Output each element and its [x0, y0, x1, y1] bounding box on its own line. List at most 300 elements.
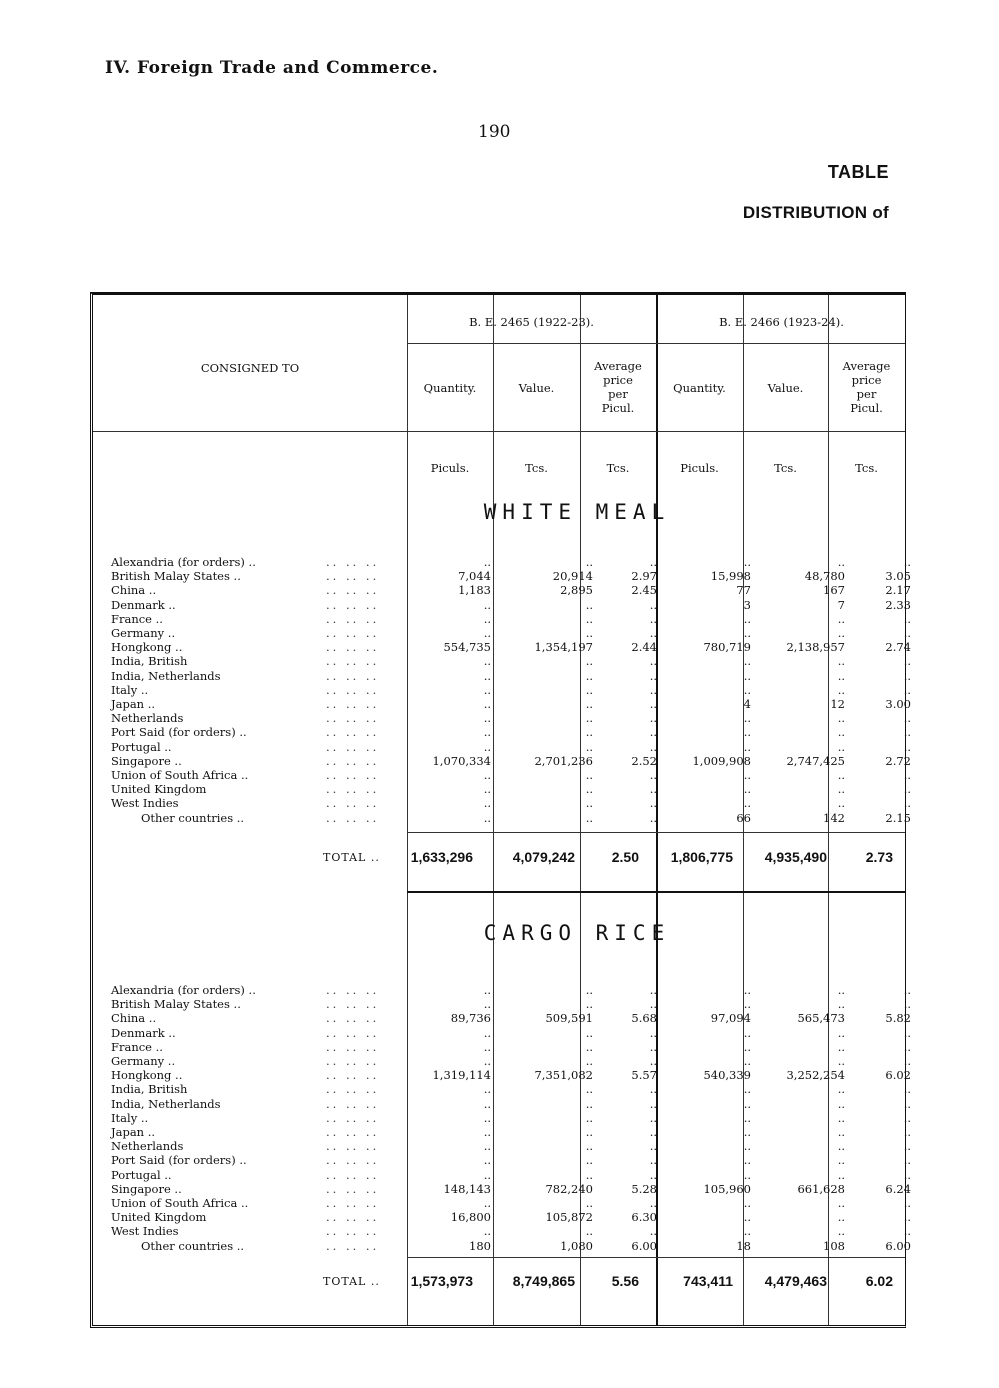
leader-dots: .. .. .. [326, 654, 380, 669]
value-cell: .. [585, 711, 593, 726]
value-cell: .. [903, 1167, 911, 1182]
value-cell: .. [483, 1025, 491, 1040]
table-row [111, 725, 911, 740]
value-cell: .. [585, 668, 593, 683]
value-cell: .. [649, 782, 657, 797]
value-cell: 148,143 [443, 1181, 491, 1196]
value-cell: .. [837, 1025, 845, 1040]
value-cell: .. [483, 597, 491, 612]
table-row [111, 753, 911, 768]
distribution-title: DISTRIBUTION of [742, 203, 889, 222]
unit-label: Tcs. [525, 461, 548, 475]
country-cell: British Malay States .. [111, 569, 241, 584]
value-cell: 2.15 [885, 810, 911, 825]
value-cell: .. [483, 983, 491, 997]
value-cell: .. [585, 611, 593, 626]
section-title-white-meal: WHITE MEAL [483, 500, 671, 524]
table-row [111, 583, 911, 598]
country-cell: Other countries .. [141, 1238, 245, 1253]
running-head: IV. Foreign Trade and Commerce. [105, 58, 439, 78]
value-cell: .. [585, 626, 593, 640]
table-row [111, 682, 911, 697]
total-cell: 743,411 [683, 1273, 733, 1289]
value-cell: 5.57 [631, 1068, 657, 1083]
rule-h [93, 431, 905, 432]
country-cell: United Kingdom [111, 1210, 207, 1225]
country-cell: Denmark .. [111, 1025, 176, 1040]
value-cell: .. [837, 668, 845, 683]
table-row [111, 626, 911, 640]
avg-price-line: per [608, 387, 628, 401]
value-cell: .. [585, 983, 593, 997]
value-cell: .. [585, 1096, 593, 1111]
table-row [111, 810, 911, 825]
value-cell: .. [743, 997, 751, 1012]
table-row [111, 1224, 911, 1239]
value-cell: .. [903, 782, 911, 797]
value-cell: 1,319,114 [432, 1068, 491, 1083]
value-cell: .. [743, 711, 751, 726]
value-cell: 782,240 [545, 1181, 593, 1196]
leader-dots: .. .. .. [326, 1054, 380, 1068]
table-row [111, 555, 911, 569]
leader-dots: .. .. .. [326, 997, 380, 1012]
leader-dots: .. .. .. [326, 1167, 380, 1182]
value-cell: .. [649, 1025, 657, 1040]
value-cell: .. [837, 626, 845, 640]
value-cell: .. [837, 1139, 845, 1154]
value-cell: 1,354,197 [534, 640, 593, 655]
avg-price-line: Average [594, 359, 642, 373]
value-cell: 7,044 [458, 569, 491, 584]
page-number: 190 [478, 122, 511, 142]
table-label: TABLE [827, 162, 889, 182]
value-cell: .. [743, 768, 751, 782]
value-cell: .. [837, 997, 845, 1012]
country-cell: Singapore .. [111, 753, 182, 768]
leader-dots: .. .. .. [326, 1238, 380, 1253]
country-cell: Alexandria (for orders) .. [111, 555, 256, 569]
value-cell: .. [743, 1110, 751, 1125]
value-cell: .. [585, 796, 593, 811]
value-cell: 3.00 [885, 697, 911, 711]
country-cell: Japan .. [111, 697, 156, 711]
country-cell: Singapore .. [111, 1181, 182, 1196]
value-cell: .. [585, 1196, 593, 1210]
total-cell: 1,633,296 [410, 849, 473, 865]
value-cell: .. [743, 654, 751, 669]
value-cell: .. [585, 1110, 593, 1125]
value-cell: .. [903, 1054, 911, 1068]
value-cell: .. [585, 555, 593, 569]
avg-price-line: Picul. [601, 401, 635, 415]
leader-dots: .. .. .. [326, 555, 380, 569]
country-cell: Union of South Africa .. [111, 1196, 249, 1210]
value-cell: 4 [743, 697, 751, 711]
value-cell: .. [585, 1025, 593, 1040]
value-cell: 540,339 [703, 1068, 751, 1083]
section-title-cargo-rice: CARGO RICE [483, 921, 671, 945]
value-cell: .. [743, 1054, 751, 1068]
value-cell: .. [649, 768, 657, 782]
value-cell: .. [649, 555, 657, 569]
value-cell: 780,719 [703, 640, 751, 655]
value-cell: .. [585, 1153, 593, 1168]
value-cell: 105,872 [545, 1210, 593, 1225]
value-cell: .. [585, 1054, 593, 1068]
leader-dots: .. .. .. [326, 1139, 380, 1154]
value-cell: .. [903, 739, 911, 754]
value-cell: .. [649, 1039, 657, 1054]
value-cell: .. [837, 1167, 845, 1182]
value-cell: 6.24 [885, 1181, 911, 1196]
value-cell: .. [837, 796, 845, 811]
value-header: Value. [767, 381, 804, 395]
leader-dots: .. .. .. [326, 682, 380, 697]
country-cell: United Kingdom [111, 782, 207, 797]
leader-dots: .. .. .. [326, 1210, 380, 1225]
table-row [111, 1139, 911, 1154]
value-cell: 7,351,082 [534, 1068, 593, 1083]
value-cell: .. [483, 668, 491, 683]
leader-dots: .. .. .. [326, 725, 380, 740]
value-cell: .. [483, 611, 491, 626]
value-cell: 20,914 [552, 569, 593, 584]
value-cell: 2.74 [885, 640, 911, 655]
value-cell: 89,736 [450, 1011, 491, 1026]
value-cell: .. [483, 1167, 491, 1182]
country-cell: France .. [111, 1039, 163, 1054]
value-cell: 1,009,908 [692, 753, 751, 768]
table-row [111, 640, 911, 655]
distribution-table [90, 292, 911, 1328]
value-cell: .. [585, 1125, 593, 1139]
table-row [111, 1210, 911, 1225]
leader-dots: .. .. .. [326, 1082, 380, 1097]
total-cell: 8,749,865 [512, 1273, 575, 1289]
leader-dots: .. .. .. [326, 1196, 380, 1210]
country-cell: India, British [111, 654, 188, 669]
value-cell: .. [649, 1153, 657, 1168]
leader-dots: .. .. .. [326, 739, 380, 754]
value-cell: .. [903, 1096, 911, 1111]
value-cell: 48,780 [804, 569, 845, 584]
value-cell: .. [743, 782, 751, 797]
table-row [111, 1110, 911, 1125]
value-cell: 2.44 [631, 640, 657, 655]
value-cell: .. [483, 1082, 491, 1097]
country-cell: Japan .. [111, 1125, 156, 1139]
leader-dots: .. .. .. [326, 640, 380, 655]
leader-dots: .. .. .. [326, 810, 380, 825]
value-cell: .. [837, 1210, 845, 1225]
value-cell: .. [649, 1224, 657, 1239]
avg-price-line: per [856, 387, 877, 401]
value-cell: .. [837, 1054, 845, 1068]
country-cell: Port Said (for orders) .. [111, 725, 247, 740]
value-cell: .. [837, 983, 845, 997]
avg-price-line: Picul. [850, 401, 883, 415]
value-cell: .. [483, 796, 491, 811]
value-cell: .. [585, 1167, 593, 1182]
value-cell: .. [743, 1039, 751, 1054]
country-cell: Germany .. [111, 626, 176, 640]
value-cell: .. [649, 997, 657, 1012]
country-cell: Portugal .. [111, 739, 172, 754]
table-row [111, 1054, 911, 1068]
value-cell: .. [483, 1039, 491, 1054]
leader-dots: .. .. .. [326, 711, 380, 726]
avg-price-header [580, 359, 656, 415]
value-cell: .. [585, 997, 593, 1012]
country-cell: India, British [111, 1082, 188, 1097]
avg-price-line: price [851, 373, 882, 387]
rule-h-section [407, 891, 905, 893]
quantity-header: Quantity. [423, 381, 477, 395]
country-cell: Union of South Africa .. [111, 768, 249, 782]
table-row [111, 997, 911, 1012]
value-cell: .. [483, 626, 491, 640]
value-cell: .. [903, 768, 911, 782]
total-cell: 4,479,463 [764, 1273, 827, 1289]
value-cell: .. [649, 1167, 657, 1182]
country-cell: Italy .. [111, 682, 149, 697]
value-cell: .. [837, 782, 845, 797]
unit-label: Tcs. [855, 461, 878, 475]
country-cell: Denmark .. [111, 597, 176, 612]
value-cell: .. [585, 697, 593, 711]
table-row [111, 1238, 911, 1253]
value-cell: .. [743, 626, 751, 640]
value-cell: .. [903, 1025, 911, 1040]
value-cell: .. [649, 1082, 657, 1097]
value-cell: .. [585, 725, 593, 740]
value-cell: .. [649, 1054, 657, 1068]
value-cell: 97,094 [710, 1011, 751, 1026]
value-cell: .. [483, 1196, 491, 1210]
value-cell: .. [483, 1096, 491, 1111]
country-cell: Other countries .. [141, 810, 245, 825]
consigned-to-header: CONSIGNED TO [200, 361, 300, 375]
value-cell: .. [903, 1039, 911, 1054]
value-cell: 1,183 [458, 583, 491, 598]
value-cell: .. [483, 725, 491, 740]
total-cell: 1,806,775 [670, 849, 733, 865]
leader-dots: .. .. .. [326, 583, 380, 598]
table-row [111, 1196, 911, 1210]
value-cell: 7 [837, 597, 845, 612]
value-cell: .. [585, 768, 593, 782]
value-cell: .. [903, 682, 911, 697]
value-cell: .. [649, 1196, 657, 1210]
value-cell: .. [483, 682, 491, 697]
total-cell: 1,573,973 [410, 1273, 473, 1289]
value-cell: 142 [823, 810, 845, 825]
leader-dots: .. .. .. [326, 1025, 380, 1040]
table-row [111, 711, 911, 726]
value-cell: .. [903, 725, 911, 740]
value-cell: 1,080 [560, 1238, 593, 1253]
value-cell: .. [903, 668, 911, 683]
period-b-header: B. E. 2466 (1923-24). [719, 315, 844, 329]
value-cell: .. [837, 1096, 845, 1111]
value-cell: .. [743, 1210, 751, 1225]
value-cell: 2,895 [560, 583, 593, 598]
value-cell: .. [649, 796, 657, 811]
country-cell: Port Said (for orders) .. [111, 1153, 247, 1168]
value-cell: .. [483, 739, 491, 754]
value-cell: .. [649, 983, 657, 997]
leader-dots: .. .. .. [326, 668, 380, 683]
value-cell: 2.45 [631, 583, 657, 598]
value-cell: 6.00 [885, 1238, 911, 1253]
leader-dots: .. .. .. [326, 569, 380, 584]
value-cell: .. [903, 1210, 911, 1225]
value-cell: 509,591 [545, 1011, 593, 1026]
value-cell: .. [743, 983, 751, 997]
value-cell: .. [743, 725, 751, 740]
value-cell: .. [903, 1082, 911, 1097]
value-cell: .. [903, 1110, 911, 1125]
value-cell: .. [837, 1196, 845, 1210]
value-cell: 66 [736, 810, 751, 825]
value-cell: .. [483, 1139, 491, 1154]
value-cell: .. [837, 654, 845, 669]
value-cell: 5.28 [631, 1181, 657, 1196]
value-cell: .. [837, 1082, 845, 1097]
total-label: TOTAL .. [323, 1275, 380, 1288]
value-cell: .. [743, 1196, 751, 1210]
value-cell: .. [837, 611, 845, 626]
table-row [111, 697, 911, 711]
rule-h [407, 343, 905, 344]
value-cell: .. [743, 1096, 751, 1111]
value-cell: .. [649, 1125, 657, 1139]
value-cell: 5.68 [631, 1011, 657, 1026]
value-cell: 3 [743, 597, 751, 612]
value-cell: .. [837, 711, 845, 726]
table-row [111, 611, 911, 626]
country-cell: Hongkong .. [111, 1068, 183, 1083]
table-row [111, 569, 911, 584]
leader-dots: .. .. .. [326, 983, 380, 997]
value-cell: 77 [736, 583, 751, 598]
total-label: TOTAL .. [323, 851, 380, 864]
leader-dots: .. .. .. [326, 1110, 380, 1125]
value-cell: 554,735 [443, 640, 491, 655]
value-cell: .. [649, 725, 657, 740]
table-row [111, 782, 911, 797]
leader-dots: .. .. .. [326, 626, 380, 640]
value-cell: .. [903, 1139, 911, 1154]
table-row [111, 597, 911, 612]
country-cell: West Indies [111, 796, 179, 811]
value-cell: .. [585, 1082, 593, 1097]
country-cell: France .. [111, 611, 163, 626]
table-row [111, 1025, 911, 1040]
value-cell: .. [585, 1139, 593, 1154]
value-cell: .. [903, 711, 911, 726]
unit-label: Tcs. [774, 461, 797, 475]
cargo-rice-total-row [93, 1273, 893, 1293]
value-cell: .. [483, 697, 491, 711]
value-cell: .. [743, 1167, 751, 1182]
leader-dots: .. .. .. [326, 796, 380, 811]
table-row [111, 1011, 911, 1026]
value-cell: .. [483, 1153, 491, 1168]
value-cell: .. [903, 555, 911, 569]
leader-dots: .. .. .. [326, 1039, 380, 1054]
table-row [111, 796, 911, 811]
rule-h-subtotal [407, 832, 905, 833]
value-cell: .. [483, 782, 491, 797]
value-cell: .. [585, 682, 593, 697]
value-cell: .. [837, 1224, 845, 1239]
value-cell: .. [585, 1039, 593, 1054]
value-cell: .. [483, 1110, 491, 1125]
avg-price-line: Average [842, 359, 891, 373]
value-cell: 1,070,334 [432, 753, 491, 768]
table-row [111, 1167, 911, 1182]
value-cell: 2,138,957 [786, 640, 845, 655]
value-cell: .. [837, 1125, 845, 1139]
value-cell: 108 [823, 1238, 845, 1253]
value-cell: .. [903, 654, 911, 669]
value-cell: 3.05 [885, 569, 911, 584]
value-cell: .. [903, 1153, 911, 1168]
leader-dots: .. .. .. [326, 1153, 380, 1168]
value-cell: .. [649, 611, 657, 626]
total-cell: 4,935,490 [764, 849, 827, 865]
leader-dots: .. .. .. [326, 1125, 380, 1139]
value-cell: 105,960 [703, 1181, 751, 1196]
country-cell: Germany .. [111, 1054, 176, 1068]
value-cell: .. [837, 725, 845, 740]
value-cell: 2,747,425 [786, 753, 845, 768]
value-cell: .. [585, 782, 593, 797]
value-cell: .. [743, 555, 751, 569]
leader-dots: .. .. .. [326, 597, 380, 612]
leader-dots: .. .. .. [326, 782, 380, 797]
table-row [111, 654, 911, 669]
table-row [111, 668, 911, 683]
table-row [111, 1153, 911, 1168]
unit-label: Piculs. [680, 461, 719, 475]
country-cell: Netherlands [111, 1139, 184, 1154]
value-cell: .. [743, 1125, 751, 1139]
value-cell: .. [483, 555, 491, 569]
value-cell: 6.02 [885, 1068, 911, 1083]
value-cell: .. [837, 1153, 845, 1168]
country-cell: Portugal .. [111, 1167, 172, 1182]
value-cell: .. [483, 997, 491, 1012]
country-cell: China .. [111, 583, 157, 598]
value-cell: .. [649, 668, 657, 683]
value-cell: .. [903, 1125, 911, 1139]
country-cell: British Malay States .. [111, 997, 241, 1012]
value-cell: .. [743, 1025, 751, 1040]
leader-dots: .. .. .. [326, 611, 380, 626]
value-header: Value. [518, 381, 555, 395]
value-cell: .. [903, 1196, 911, 1210]
table-row [111, 1082, 911, 1097]
value-cell: .. [743, 1153, 751, 1168]
leader-dots: .. .. .. [326, 753, 380, 768]
unit-label: Tcs. [606, 461, 630, 475]
value-cell: .. [837, 739, 845, 754]
value-cell: .. [649, 711, 657, 726]
period-a-header: B. E. 2465 (1922-23). [469, 315, 594, 329]
